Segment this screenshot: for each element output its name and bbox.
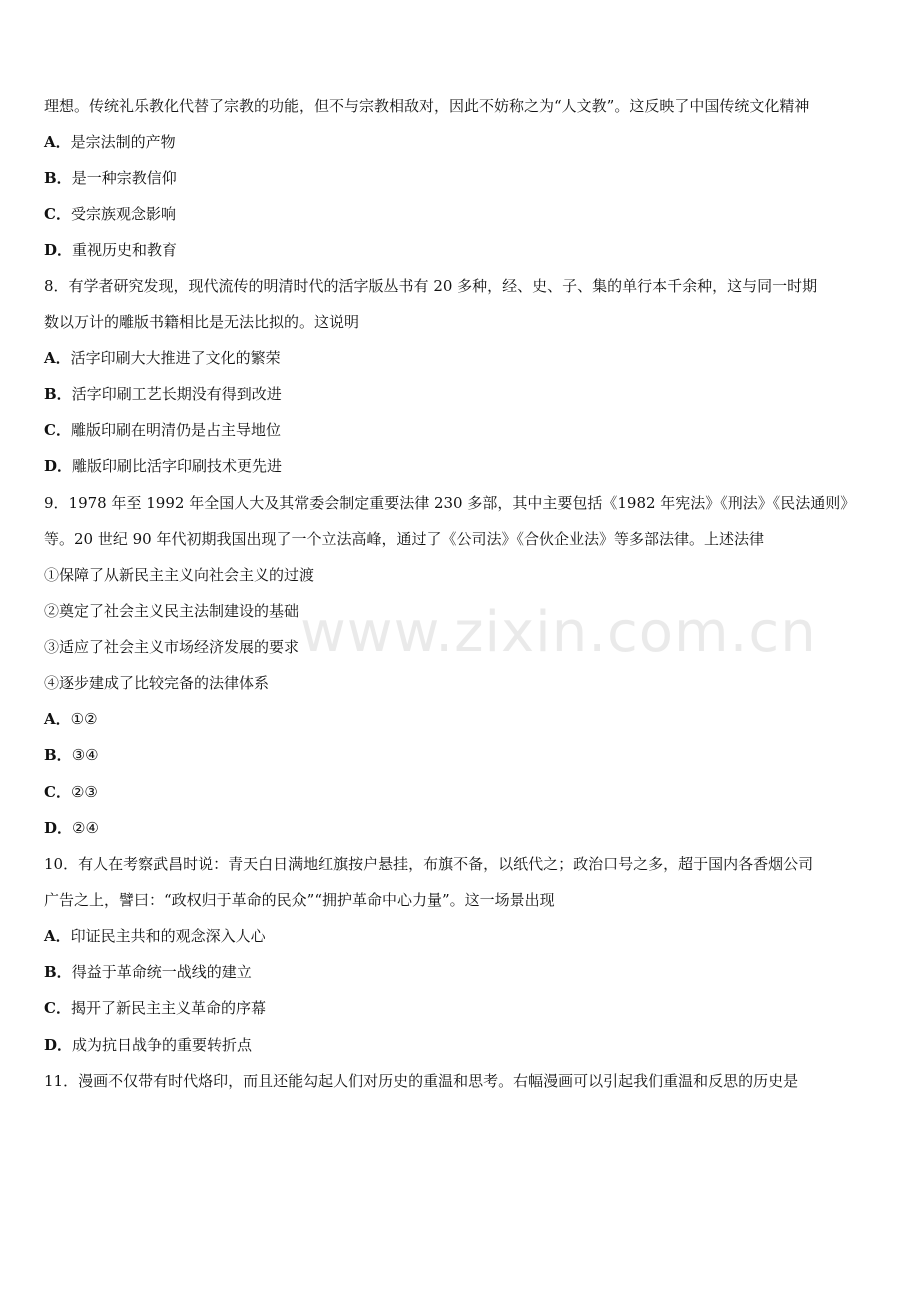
question-9-option-a[interactable] xyxy=(44,709,884,729)
question-7-option-a[interactable] xyxy=(44,132,884,152)
question-9-text-line-1: 9．1978 年至 1992 年全国人大及其常委会制定重要法律 230 多部，其中主要包括《1982 年宪法》《刑法》《民法通则》 xyxy=(44,494,856,512)
option-text: 成为抗日战争的重要转折点 xyxy=(72,1036,253,1054)
question-9-statement-1: ①保障了从新民主主义向社会主义的过渡 xyxy=(44,566,315,584)
option-letter: B． xyxy=(44,385,72,403)
option-letter: B． xyxy=(44,169,72,187)
option-text: 雕版印刷比活字印刷技术更先进 xyxy=(72,457,283,475)
option-text: 受宗族观念影响 xyxy=(70,205,176,223)
option-letter: A． xyxy=(44,710,71,728)
option-text: 得益于革命统一战线的建立 xyxy=(71,963,252,981)
question-10-option-d[interactable] xyxy=(44,1035,884,1055)
question-8-option-b[interactable] xyxy=(44,384,884,404)
question-8-option-a[interactable] xyxy=(44,348,884,368)
question-7-option-c[interactable] xyxy=(44,204,884,224)
option-text: 是一种宗教信仰 xyxy=(71,169,177,187)
option-text: 重视历史和教育 xyxy=(72,241,178,259)
option-letter: C． xyxy=(44,999,71,1017)
question-10-option-b[interactable] xyxy=(44,962,884,982)
option-letter: B． xyxy=(44,963,72,981)
question-8-option-c[interactable] xyxy=(44,420,884,440)
question-9-option-b[interactable] xyxy=(44,745,884,765)
option-text: ③④ xyxy=(71,746,99,764)
option-letter: A． xyxy=(44,133,71,151)
question-7-option-b[interactable] xyxy=(44,168,884,188)
option-letter: C． xyxy=(44,205,71,223)
option-text: 印证民主共和的观念深入人心 xyxy=(70,927,266,945)
question-8-option-d[interactable] xyxy=(44,456,884,476)
watermark: www.zixin.com.cn xyxy=(300,600,817,665)
question-9-statement-4: ④逐步建成了比较完备的法律体系 xyxy=(44,674,270,692)
option-letter: C． xyxy=(44,421,71,439)
question-10-text-line-2: 广告之上，譬曰：“政权归于革命的民众”“拥护革命中心力量”。这一场景出现 xyxy=(44,891,555,909)
option-letter: A． xyxy=(44,349,71,367)
option-letter: D． xyxy=(44,241,73,259)
option-letter: A． xyxy=(44,927,71,945)
option-text: 是宗法制的产物 xyxy=(70,133,176,151)
option-letter: D． xyxy=(44,457,73,475)
question-9-statement-3: ③适应了社会主义市场经济发展的要求 xyxy=(44,638,300,656)
question-8-text-line-1: 8．有学者研究发现，现代流传的明清时代的活字版丛书有 20 多种，经、史、子、集的单行本千余种，这与同一时期 xyxy=(44,277,818,295)
question-9-statement-2: ②奠定了社会主义民主法制建设的基础 xyxy=(44,602,300,620)
question-10-text-line-1: 10．有人在考察武昌时说：青天白日满地红旗按户悬挂，布旗不备，以纸代之；政治口号之多，超于国内各香烟公司 xyxy=(44,855,814,873)
question-11-text-line-1: 11．漫画不仅带有时代烙印，而且还能勾起人们对历史的重温和思考。右幅漫画可以引起我们重温和反思的历史是 xyxy=(44,1072,799,1090)
question-10-option-a[interactable] xyxy=(44,926,884,946)
option-text: ①② xyxy=(70,710,98,728)
question-9-option-d[interactable] xyxy=(44,818,884,838)
option-text: ②④ xyxy=(72,819,99,837)
question-10-option-c[interactable] xyxy=(44,998,884,1018)
option-letter: D． xyxy=(44,1036,73,1054)
question-9-option-c[interactable] xyxy=(44,782,884,802)
option-letter: D． xyxy=(44,819,73,837)
option-text: 活字印刷大大推进了文化的繁荣 xyxy=(70,349,281,367)
option-text: 雕版印刷在明清仍是占主导地位 xyxy=(70,421,281,439)
question-8-text-line-2: 数以万计的雕版书籍相比是无法比拟的。这说明 xyxy=(44,313,360,331)
option-text: 活字印刷工艺长期没有得到改进 xyxy=(71,385,282,403)
question-7-text-tail: 理想。传统礼乐教化代替了宗教的功能，但不与宗教相敌对，因此不妨称之为“人文教”。这反映了中国传统文化精神 xyxy=(44,97,810,115)
question-9-text-line-2: 等。20 世纪 90 年代初期我国出现了一个立法高峰，通过了《公司法》《合伙企业法》等多部法律。上述法律 xyxy=(44,530,764,548)
option-text: ②③ xyxy=(70,783,98,801)
option-text: 揭开了新民主主义革命的序幕 xyxy=(70,999,266,1017)
question-7-option-d[interactable] xyxy=(44,240,884,260)
option-letter: C． xyxy=(44,783,71,801)
option-letter: B． xyxy=(44,746,72,764)
